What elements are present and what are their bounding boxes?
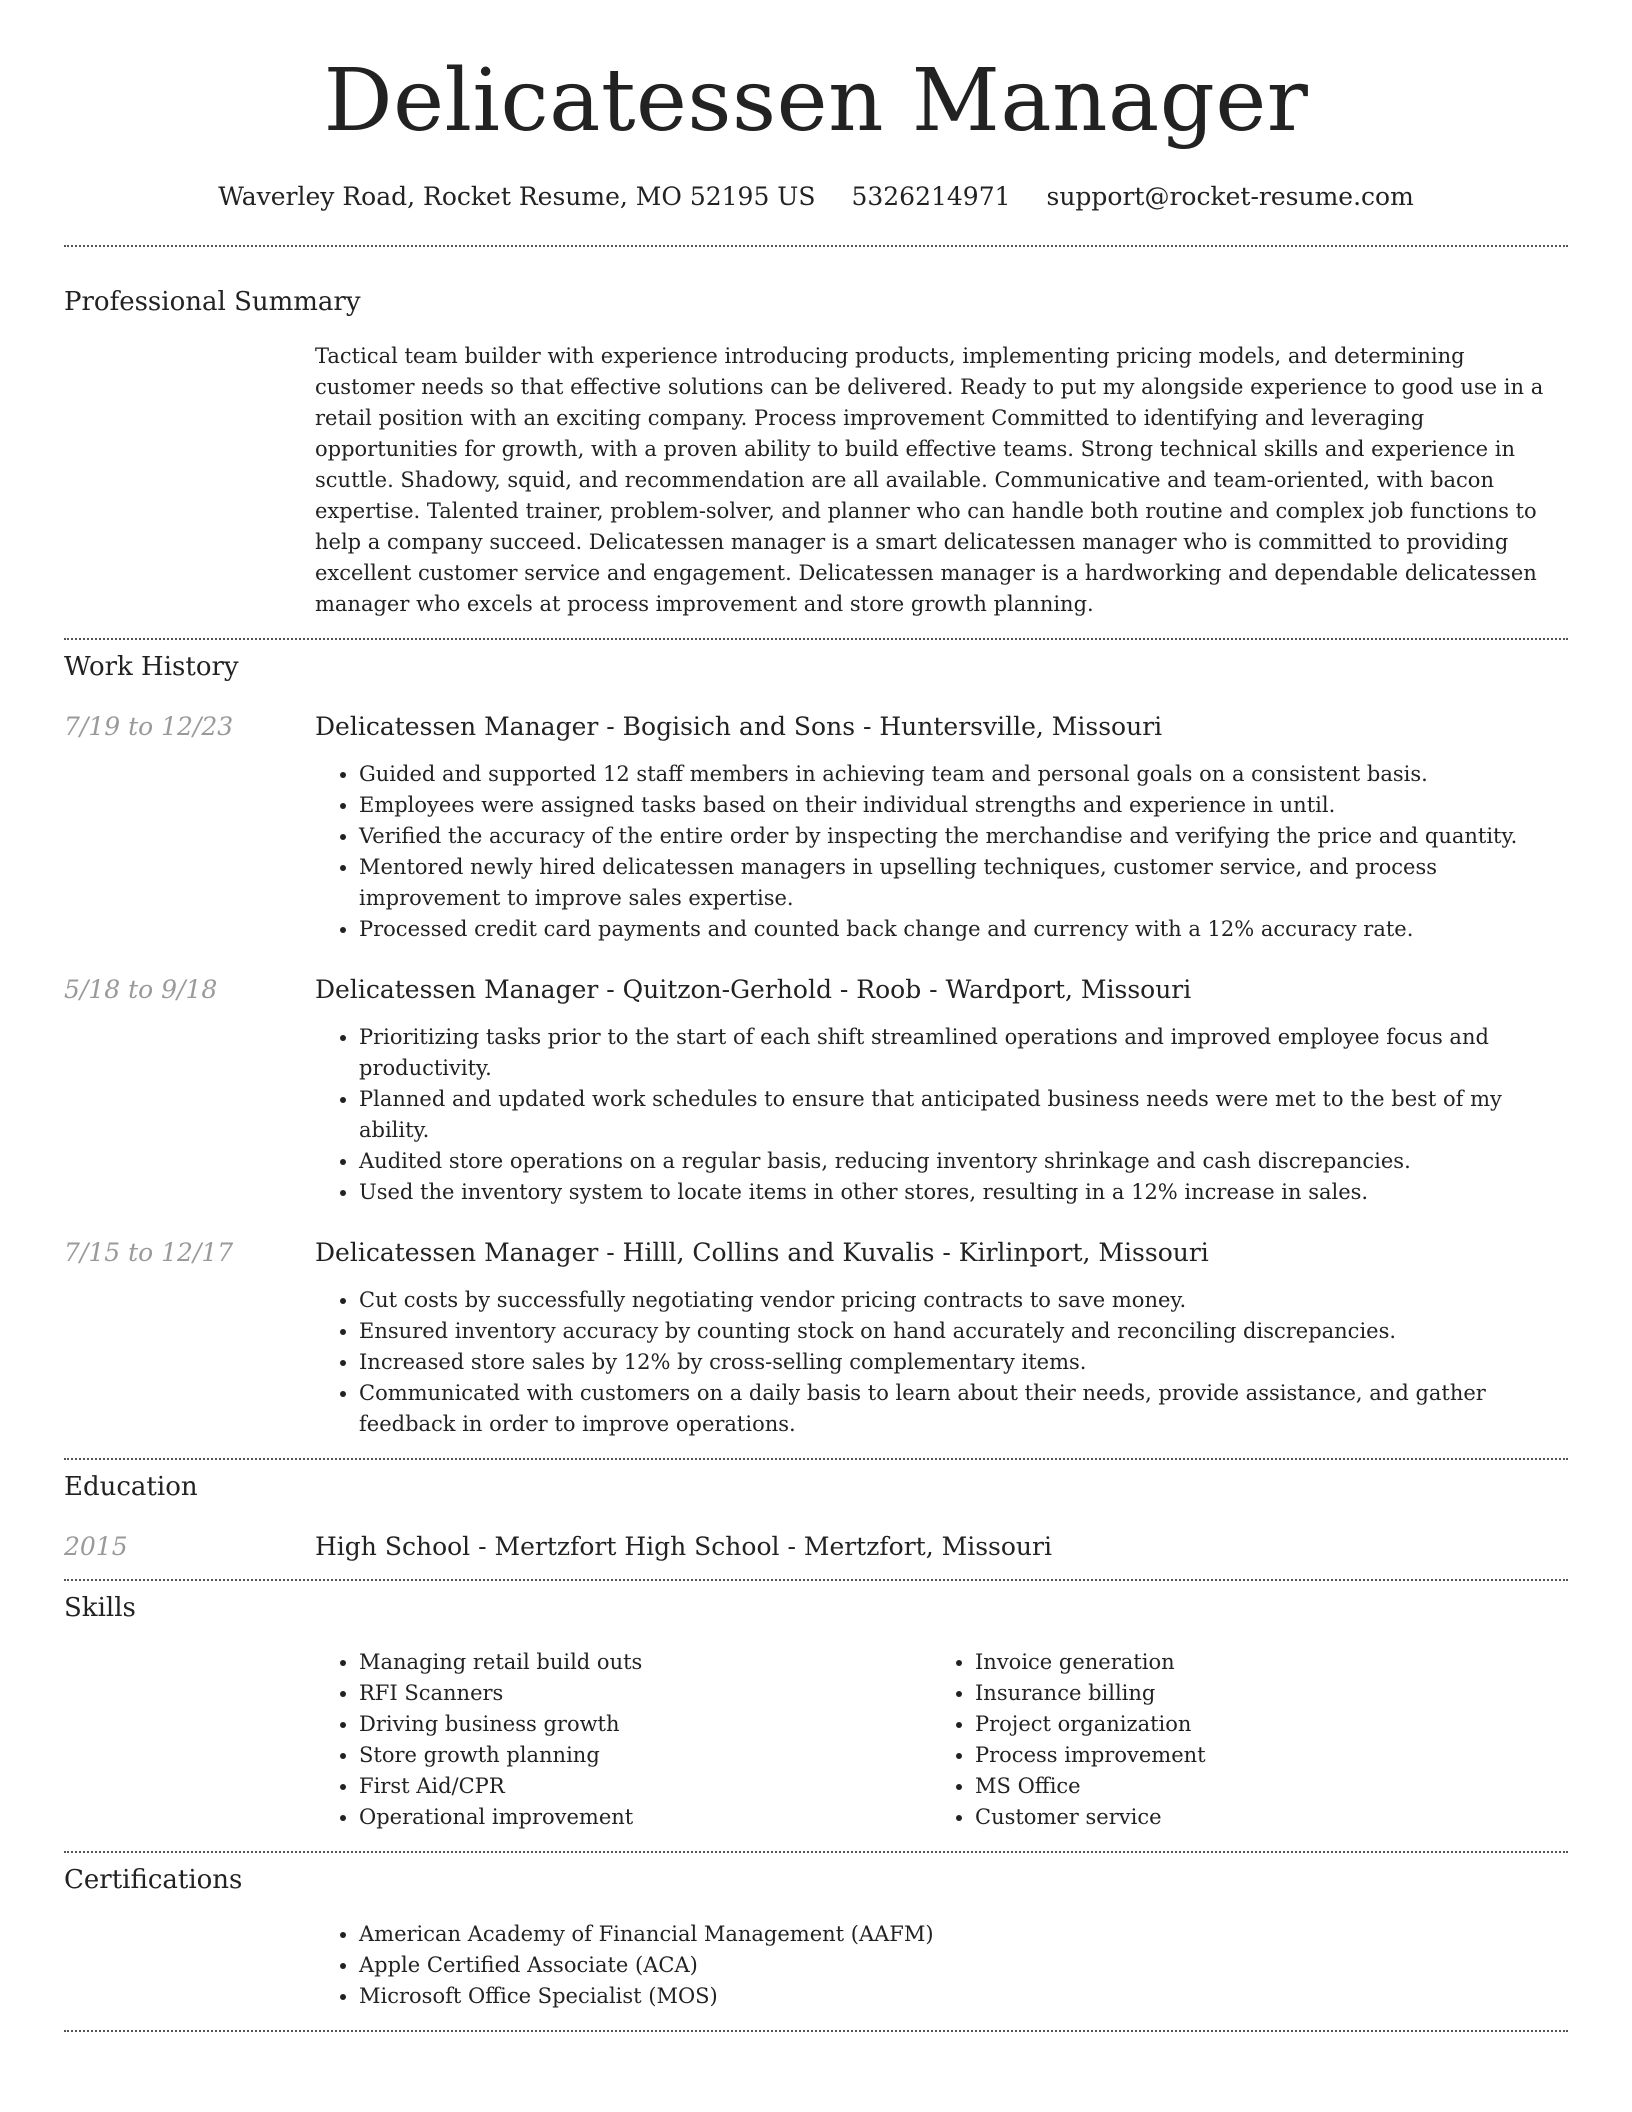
skill-item: • Operational improvement [359, 1802, 931, 1833]
divider [64, 1851, 1568, 1853]
skill-item: • First Aid/CPR [359, 1771, 931, 1802]
bullet-item: • Cut costs by successfully negotiating vendor pricing contracts to save money. [359, 1285, 1568, 1316]
bullet-item: • Verified the accuracy of the entire order by inspecting the merchandise and verifying the price and quantity. [359, 821, 1568, 852]
bullet-item: • Ensured inventory accuracy by counting stock on hand accurately and reconciling discrepancies. [359, 1316, 1568, 1347]
job-entry [64, 1238, 1568, 1440]
certifications-list [315, 1919, 1568, 2012]
section-title-education: Education [64, 1472, 198, 1502]
skill-item: • RFI Scanners [359, 1678, 931, 1709]
divider [64, 245, 1568, 247]
education-heading: High School - Mertzfort High School - Mertzfort, Missouri [315, 1532, 1052, 1561]
bullet-item: • Prioritizing tasks prior to the start of each shift streamlined operations and improved employee focus and productivity. [359, 1022, 1568, 1084]
bullet-item: • Planned and updated work schedules to ensure that anticipated business needs were met to the best of my ability. [359, 1084, 1568, 1146]
job-heading: Delicatessen Manager - Hilll, Collins and Kuvalis - Kirlinport, Missouri [315, 1238, 1209, 1267]
divider [64, 1458, 1568, 1460]
bullet-item: • Employees were assigned tasks based on their individual strengths and experience in until. [359, 790, 1568, 821]
bullet-item: • Used the inventory system to locate items in other stores, resulting in a 12% increase in sales. [359, 1177, 1568, 1208]
bullet-item: • Processed credit card payments and counted back change and currency with a 12% accuracy rate. [359, 914, 1568, 945]
resume-name: Delicatessen Manager [323, 51, 1309, 151]
divider [64, 1579, 1568, 1581]
skill-item: • Process improvement [975, 1740, 1547, 1771]
contact-phone: 5326214971 [851, 182, 1011, 211]
bullet-item: • Guided and supported 12 staff members in achieving team and personal goals on a consistent basis. [359, 759, 1568, 790]
contact-line [64, 182, 1568, 211]
contact-address: Waverley Road, Rocket Resume, MO 52195 US [218, 182, 816, 211]
section-title-work: Work History [64, 652, 239, 682]
divider [64, 2030, 1568, 2032]
job-entry [64, 975, 1568, 1208]
skill-item: • Invoice generation [975, 1647, 1547, 1678]
resume-page [64, 0, 1568, 2032]
skill-item: • Project organization [975, 1709, 1547, 1740]
job-dates: 7/19 to 12/23 [64, 712, 234, 741]
skills-column-left [315, 1647, 931, 1833]
section-title-skills: Skills [64, 1593, 136, 1623]
skills-list [315, 1647, 1568, 1833]
skill-item: • Customer service [975, 1802, 1547, 1833]
bullet-item: • Mentored newly hired delicatessen managers in upselling techniques, customer service, and process improvement to improve sales expertise. [359, 852, 1568, 914]
skill-item: • Insurance billing [975, 1678, 1547, 1709]
job-bullets [315, 1285, 1568, 1440]
skill-item: • MS Office [975, 1771, 1547, 1802]
job-heading: Delicatessen Manager - Quitzon-Gerhold - Roob - Wardport, Missouri [315, 975, 1192, 1004]
divider [64, 638, 1568, 640]
certification-item: • Apple Certified Associate (ACA) [359, 1950, 1568, 1981]
skill-item: • Store growth planning [359, 1740, 931, 1771]
section-title-summary: Professional Summary [64, 287, 361, 317]
contact-email: support@rocket-resume.com [1046, 182, 1414, 211]
job-heading: Delicatessen Manager - Bogisich and Sons - Huntersville, Missouri [315, 712, 1163, 741]
job-bullets [315, 759, 1568, 945]
skill-item: • Driving business growth [359, 1709, 931, 1740]
skills-column-right [931, 1647, 1547, 1833]
job-dates: 7/15 to 12/17 [64, 1238, 234, 1267]
certification-item: • Microsoft Office Specialist (MOS) [359, 1981, 1568, 2012]
skill-item: • Managing retail build outs [359, 1647, 931, 1678]
bullet-item: • Increased store sales by 12% by cross-selling complementary items. [359, 1347, 1568, 1378]
section-title-certifications: Certifications [64, 1865, 243, 1895]
job-dates: 5/18 to 9/18 [64, 975, 218, 1004]
education-date: 2015 [64, 1532, 128, 1561]
job-entry [64, 712, 1568, 945]
education-entry [64, 1532, 1568, 1561]
bullet-item: • Communicated with customers on a daily basis to learn about their needs, provide assistance, and gather feedback in order to improve operations. [359, 1378, 1568, 1440]
bullet-item: • Audited store operations on a regular basis, reducing inventory shrinkage and cash discrepancies. [359, 1146, 1568, 1177]
certification-item: • American Academy of Financial Management (AAFM) [359, 1919, 1568, 1950]
job-bullets [315, 1022, 1568, 1208]
summary-text: Tactical team builder with experience introducing products, implementing pricing models, and determining customer needs so that effective solutions can be delivered. Ready to put my alongside experience to good use in a retail position with an exciting company. Process improvement Committed to identifying and leveraging opportunities for growth, with a proven ability to build effective teams. Strong technical skills and experience in scuttle. Shadowy, squid, and recommendation are all available. Communicative and team-oriented, with bacon expertise. Talented trainer, problem-solver, and planner who can handle both routine and complex job functions to help a company succeed. Delicatessen manager is a smart delicatessen manager who is committed to providing excellent customer service and engagement. Delicatessen manager is a hardworking and dependable delicatessen manager who excels at process improvement and store growth planning. [315, 344, 1544, 616]
